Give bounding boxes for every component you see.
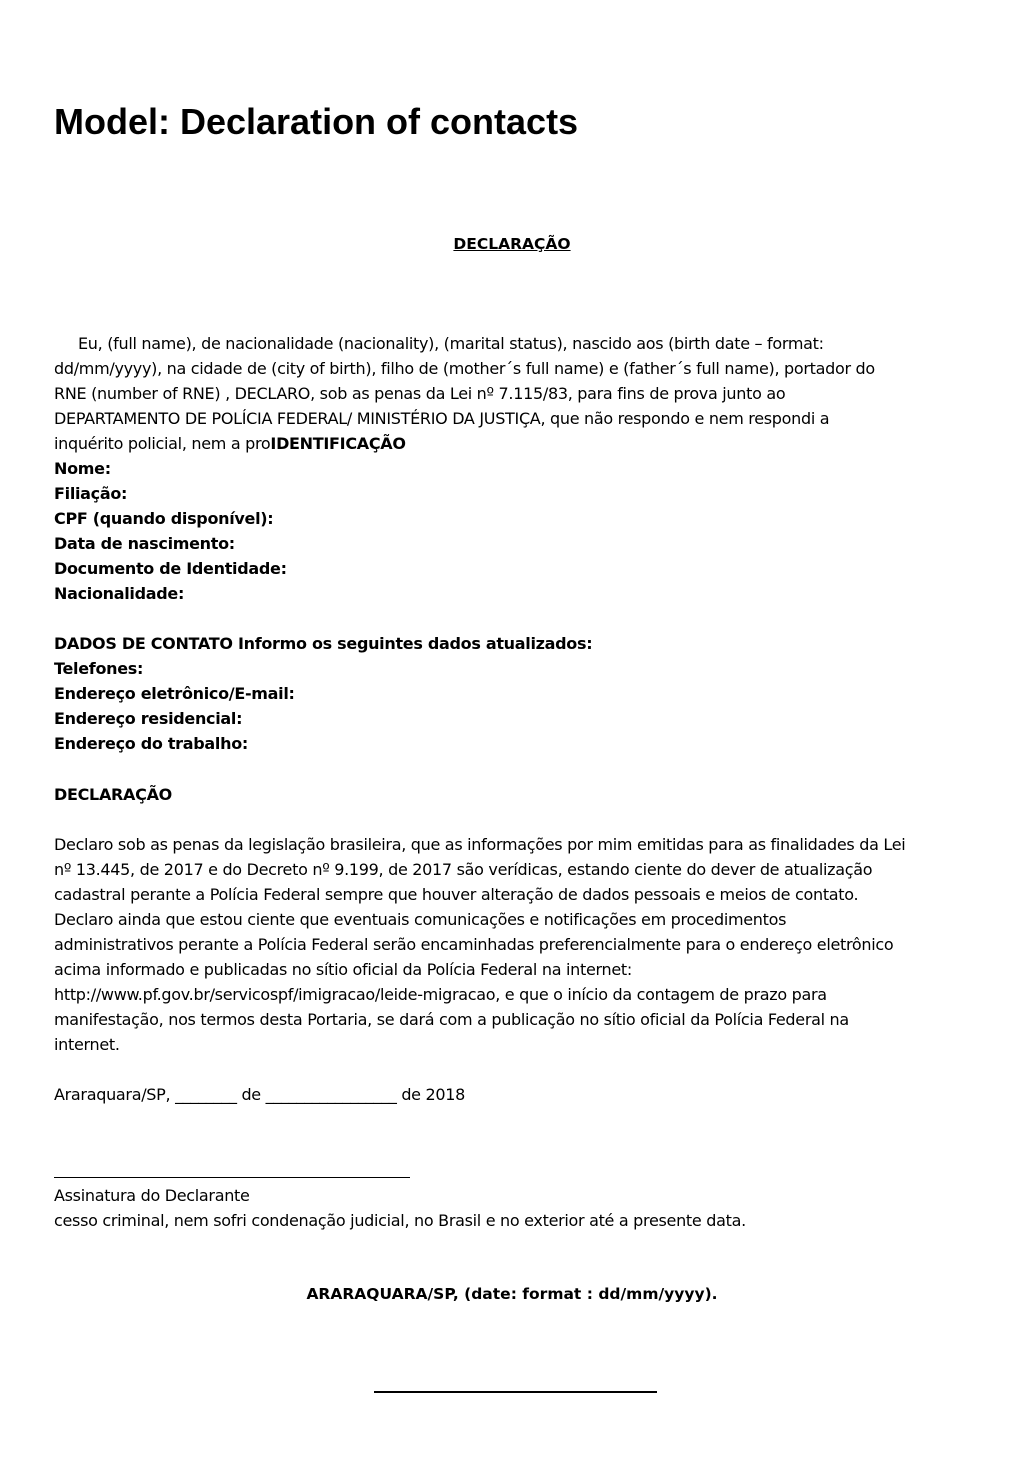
contact-section [54, 631, 979, 756]
field-birthdate-label: Data de nascimento: [54, 534, 235, 553]
place-date-text: Araraquara/SP, ________ de _________________ de 2018 [54, 1085, 466, 1104]
intro-paragraph [54, 331, 979, 456]
intro-line: dd/mm/yyyy), na cidade de (city of birth), filho de (mother´s full name) e (father´s full name), portador do [54, 359, 875, 378]
declaration-line: manifestação, nos termos desta Portaria, se dará com a publicação no sítio oficial da Polícia Federal na [54, 1010, 849, 1029]
field-home-address-label: Endereço residencial: [54, 709, 243, 728]
declaration-line: cadastral perante a Polícia Federal sempre que houver alteração de dados pessoais e meios de contato. [54, 885, 859, 904]
intro-last-text: inquérito policial, nem a pro [54, 434, 271, 453]
declaration-section-heading [54, 782, 979, 807]
intro-line-last [54, 431, 979, 456]
declaration-line: acima informado e publicadas no sítio oficial da Polícia Federal na internet: [54, 960, 632, 979]
signature-label: Assinatura do Declarante [54, 1186, 250, 1205]
field-filiation-label: Filiação: [54, 484, 128, 503]
field-cpf-label: CPF (quando disponível): [54, 509, 274, 528]
declaration-line: Declaro ainda que estou ciente que eventuais comunicações e notificações em procedimentos [54, 910, 787, 929]
declaration-line: internet. [54, 1035, 120, 1054]
field-email-label: Endereço eletrônico/E-mail: [54, 684, 295, 703]
field-work-address-label: Endereço do trabalho: [54, 734, 248, 753]
bottom-signature-line [374, 1391, 657, 1393]
signature-block [54, 1157, 979, 1233]
continuation-line: cesso criminal, nem sofri condenação judicial, no Brasil e no exterior até a presente data. [54, 1211, 746, 1230]
field-phones-label: Telefones: [54, 659, 144, 678]
intro-line: RNE (number of RNE) , DECLARO, sob as penas da Lei nº 7.115/83, para fins de prova junto ao [54, 384, 786, 403]
place-date-line [54, 1082, 979, 1107]
field-id-document-label: Documento de Identidade: [54, 559, 287, 578]
declaration-line-url: http://www.pf.gov.br/servicospf/imigracao/leide-migracao, e que o início da contagem de prazo para [54, 985, 827, 1004]
declaration-paragraph [54, 832, 979, 1057]
declaration-line: Declaro sob as penas da legislação brasileira, que as informações por mim emitidas para as finalidades da Lei [54, 835, 906, 854]
contact-heading: DADOS DE CONTATO Informo os seguintes dados atualizados: [54, 634, 593, 653]
declaration-heading-top: DECLARAÇÃO [453, 235, 571, 253]
signature-line [54, 1157, 410, 1178]
declaration-line: administrativos perante a Polícia Federal serão encaminhadas preferencialmente para o endereço eletrônico [54, 935, 894, 954]
bottom-city-date: ARARAQUARA/SP, (date: format : dd/mm/yyyy). [306, 1285, 718, 1303]
intro-line: Eu, (full name), de nacionalidade (nacionality), (marital status), nascido aos (birth date – format: [78, 334, 824, 353]
page-title: Model: Declaration of contacts [54, 101, 579, 142]
intro-line: DEPARTAMENTO DE POLÍCIA FEDERAL/ MINISTÉRIO DA JUSTIÇA, que não respondo e nem respondi a [54, 409, 830, 428]
identification-fields [54, 456, 979, 606]
field-name-label: Nome: [54, 459, 111, 478]
declaration-heading: DECLARAÇÃO [54, 785, 172, 804]
declaration-line: nº 13.445, de 2017 e do Decreto nº 9.199, de 2017 são verídicas, estando ciente do dever de atualização [54, 860, 873, 879]
identification-heading: IDENTIFICAÇÃO [270, 434, 406, 453]
field-nationality-label: Nacionalidade: [54, 584, 185, 603]
